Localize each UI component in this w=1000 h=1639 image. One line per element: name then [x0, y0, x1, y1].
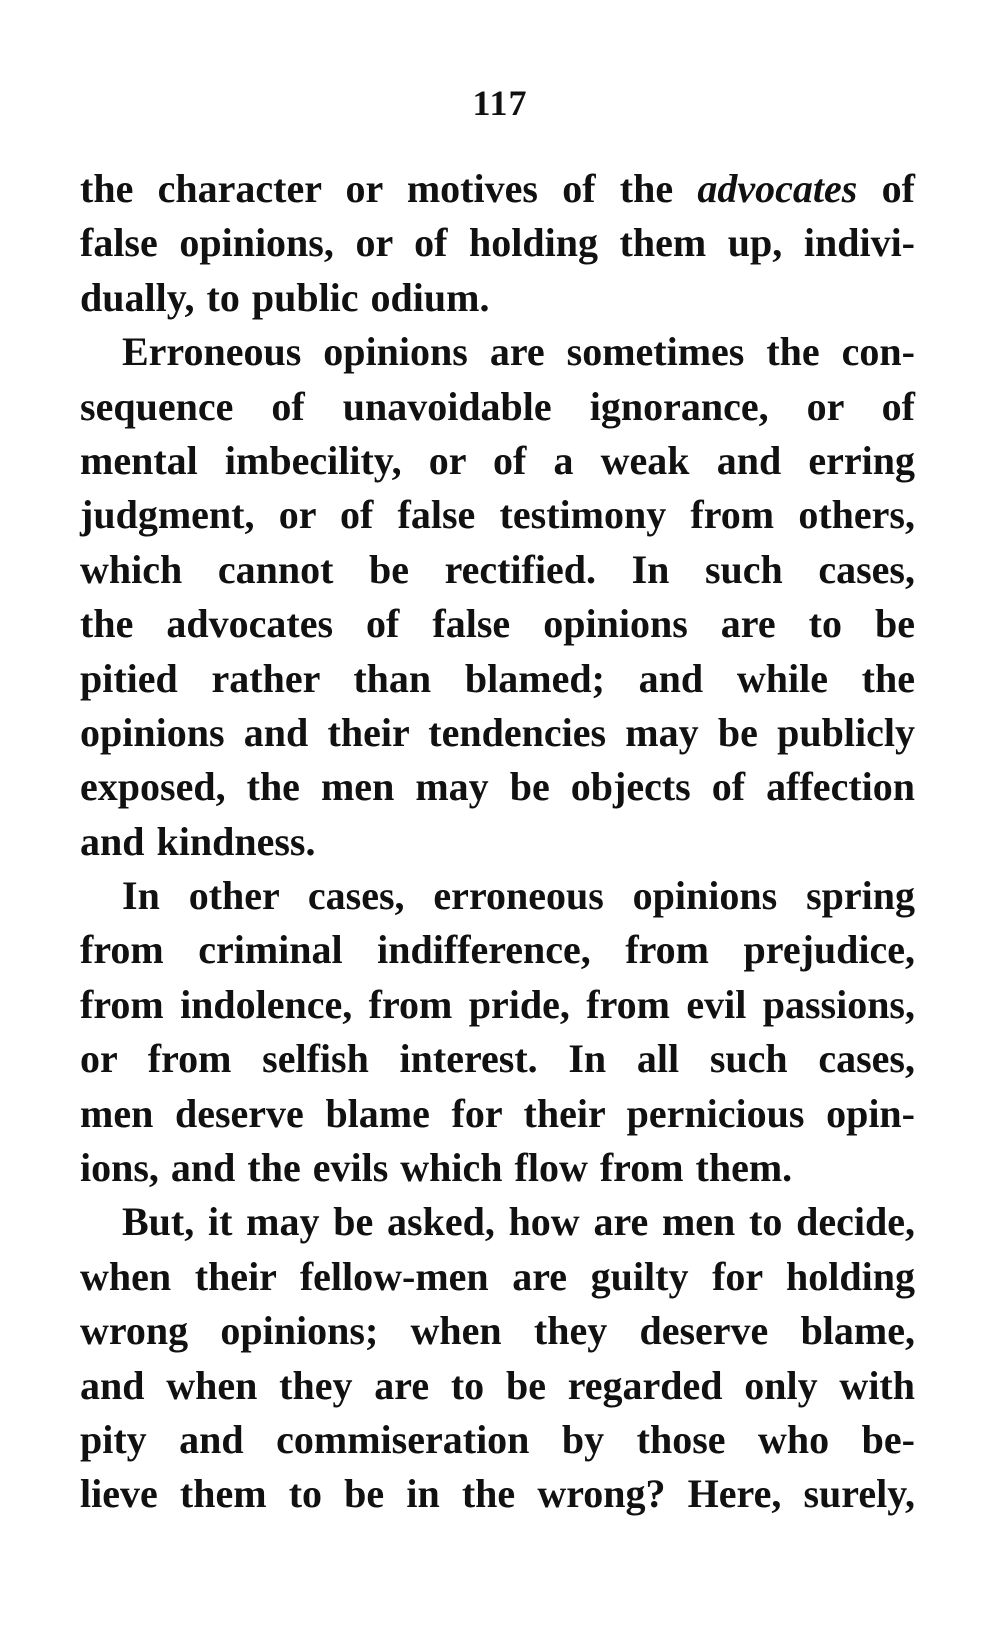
text-line-1: the character or motives of the advocates of — [80, 166, 915, 211]
text-line-17: or from selfish interest. In all such cases, — [80, 1036, 915, 1082]
text-line-16: from indolence, from pride, from evil passions, — [80, 981, 915, 1027]
text-line-23: and when they are to be regarded only with — [80, 1362, 915, 1408]
text-line-8: which cannot be rectified. In such cases, — [80, 546, 915, 592]
text-line-22: wrong opinions; when they deserve blame, — [80, 1308, 915, 1354]
text-line-11: opinions and their tendencies may be publicly — [80, 709, 915, 755]
italic-emphasis: advocates — [697, 166, 858, 211]
text-line-7: judgment, or of false testimony from others, — [80, 492, 915, 538]
body-text — [80, 162, 915, 1522]
text-line-10: pitied rather than blamed; and while the — [80, 655, 915, 701]
text-line-5: sequence of unavoidable ignorance, or of — [80, 383, 915, 429]
text-line-18: men deserve blame for their pernicious opin- — [80, 1090, 915, 1136]
text-line-24: pity and commiseration by those who be- — [80, 1416, 915, 1462]
text-line-9: the advocates of false opinions are to be — [80, 601, 915, 647]
text-line-6: mental imbecility, or of a weak and erring — [80, 437, 915, 483]
text-line-19: ions, and the evils which flow from them. — [80, 1145, 793, 1191]
text-line-21: when their fellow-men are guilty for holding — [80, 1253, 915, 1299]
paragraph-start: Erroneous opinions are sometimes the con- — [122, 329, 915, 375]
paragraph-start: In other cases, erroneous opinions spring — [122, 873, 915, 919]
text-line-13: and kindness. — [80, 818, 316, 864]
paragraph-start: But, it may be asked, how are men to decide, — [122, 1199, 915, 1245]
page-number: 117 — [472, 83, 528, 123]
text-line-2: false opinions, or of holding them up, indivi- — [80, 220, 915, 266]
text-line-3: dually, to public odium. — [80, 274, 490, 320]
text-line-12: exposed, the men may be objects of affection — [80, 764, 915, 810]
text-line-25: lieve them to be in the wrong? Here, surely, — [80, 1471, 915, 1517]
text-line-15: from criminal indifference, from prejudice, — [80, 927, 915, 973]
